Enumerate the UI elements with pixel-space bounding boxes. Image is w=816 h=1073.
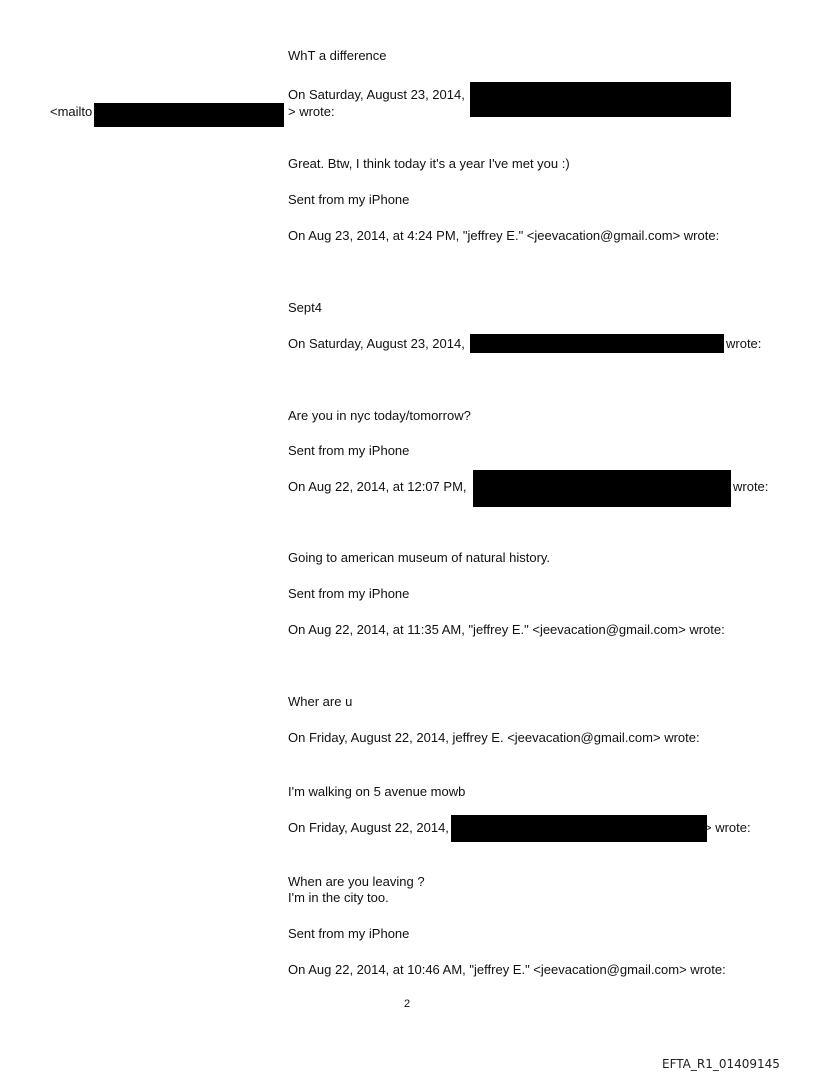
document-id: EFTA_R1_01409145 bbox=[662, 1057, 780, 1071]
reply-header: On Aug 22, 2014, at 11:35 AM, "jeffrey E." <jeevacation@gmail.com> wrote: bbox=[288, 622, 725, 637]
reply-header: On Aug 22, 2014, at 10:46 AM, "jeffrey E." <jeevacation@gmail.com> wrote: bbox=[288, 962, 726, 977]
redaction-block bbox=[470, 82, 731, 117]
mailto-text: <mailto bbox=[50, 104, 93, 119]
redaction-block bbox=[451, 815, 707, 842]
redaction-block bbox=[94, 103, 284, 127]
signature-text: Sent from my iPhone bbox=[288, 926, 410, 941]
reply-header-suffix: wrote: bbox=[726, 336, 762, 351]
message-text: Are you in nyc today/tomorrow? bbox=[288, 408, 471, 423]
reply-header-suffix: wrote: bbox=[733, 479, 769, 494]
reply-header: On Aug 23, 2014, at 4:24 PM, "jeffrey E." <jeevacation@gmail.com> wrote: bbox=[288, 228, 720, 243]
reply-header: On Saturday, August 23, 2014, bbox=[288, 87, 465, 102]
redaction-block bbox=[473, 470, 731, 507]
message-text: Going to american museum of natural history. bbox=[288, 550, 551, 565]
message-text: Wher are u bbox=[288, 694, 353, 709]
message-text: Great. Btw, I think today it's a year I've met you :) bbox=[288, 156, 570, 171]
message-text: I'm walking on 5 avenue mowb bbox=[288, 784, 466, 799]
signature-text: Sent from my iPhone bbox=[288, 443, 410, 458]
message-text: WhT a difference bbox=[288, 48, 387, 63]
reply-header: On Saturday, August 23, 2014, bbox=[288, 336, 465, 351]
message-text: I'm in the city too. bbox=[288, 890, 389, 905]
redaction-block bbox=[470, 334, 724, 353]
reply-header: On Friday, August 22, 2014, bbox=[288, 820, 449, 835]
reply-header: On Aug 22, 2014, at 12:07 PM, bbox=[288, 479, 467, 494]
signature-text: Sent from my iPhone bbox=[288, 586, 410, 601]
reply-header-suffix: > wrote: bbox=[704, 820, 751, 835]
page-number: 2 bbox=[404, 998, 411, 1010]
reply-header: On Friday, August 22, 2014, jeffrey E. <jeevacation@gmail.com> wrote: bbox=[288, 730, 700, 745]
message-text: When are you leaving ? bbox=[288, 874, 425, 889]
message-text: Sept4 bbox=[288, 300, 322, 315]
reply-header-suffix: > wrote: bbox=[288, 104, 335, 119]
signature-text: Sent from my iPhone bbox=[288, 192, 410, 207]
